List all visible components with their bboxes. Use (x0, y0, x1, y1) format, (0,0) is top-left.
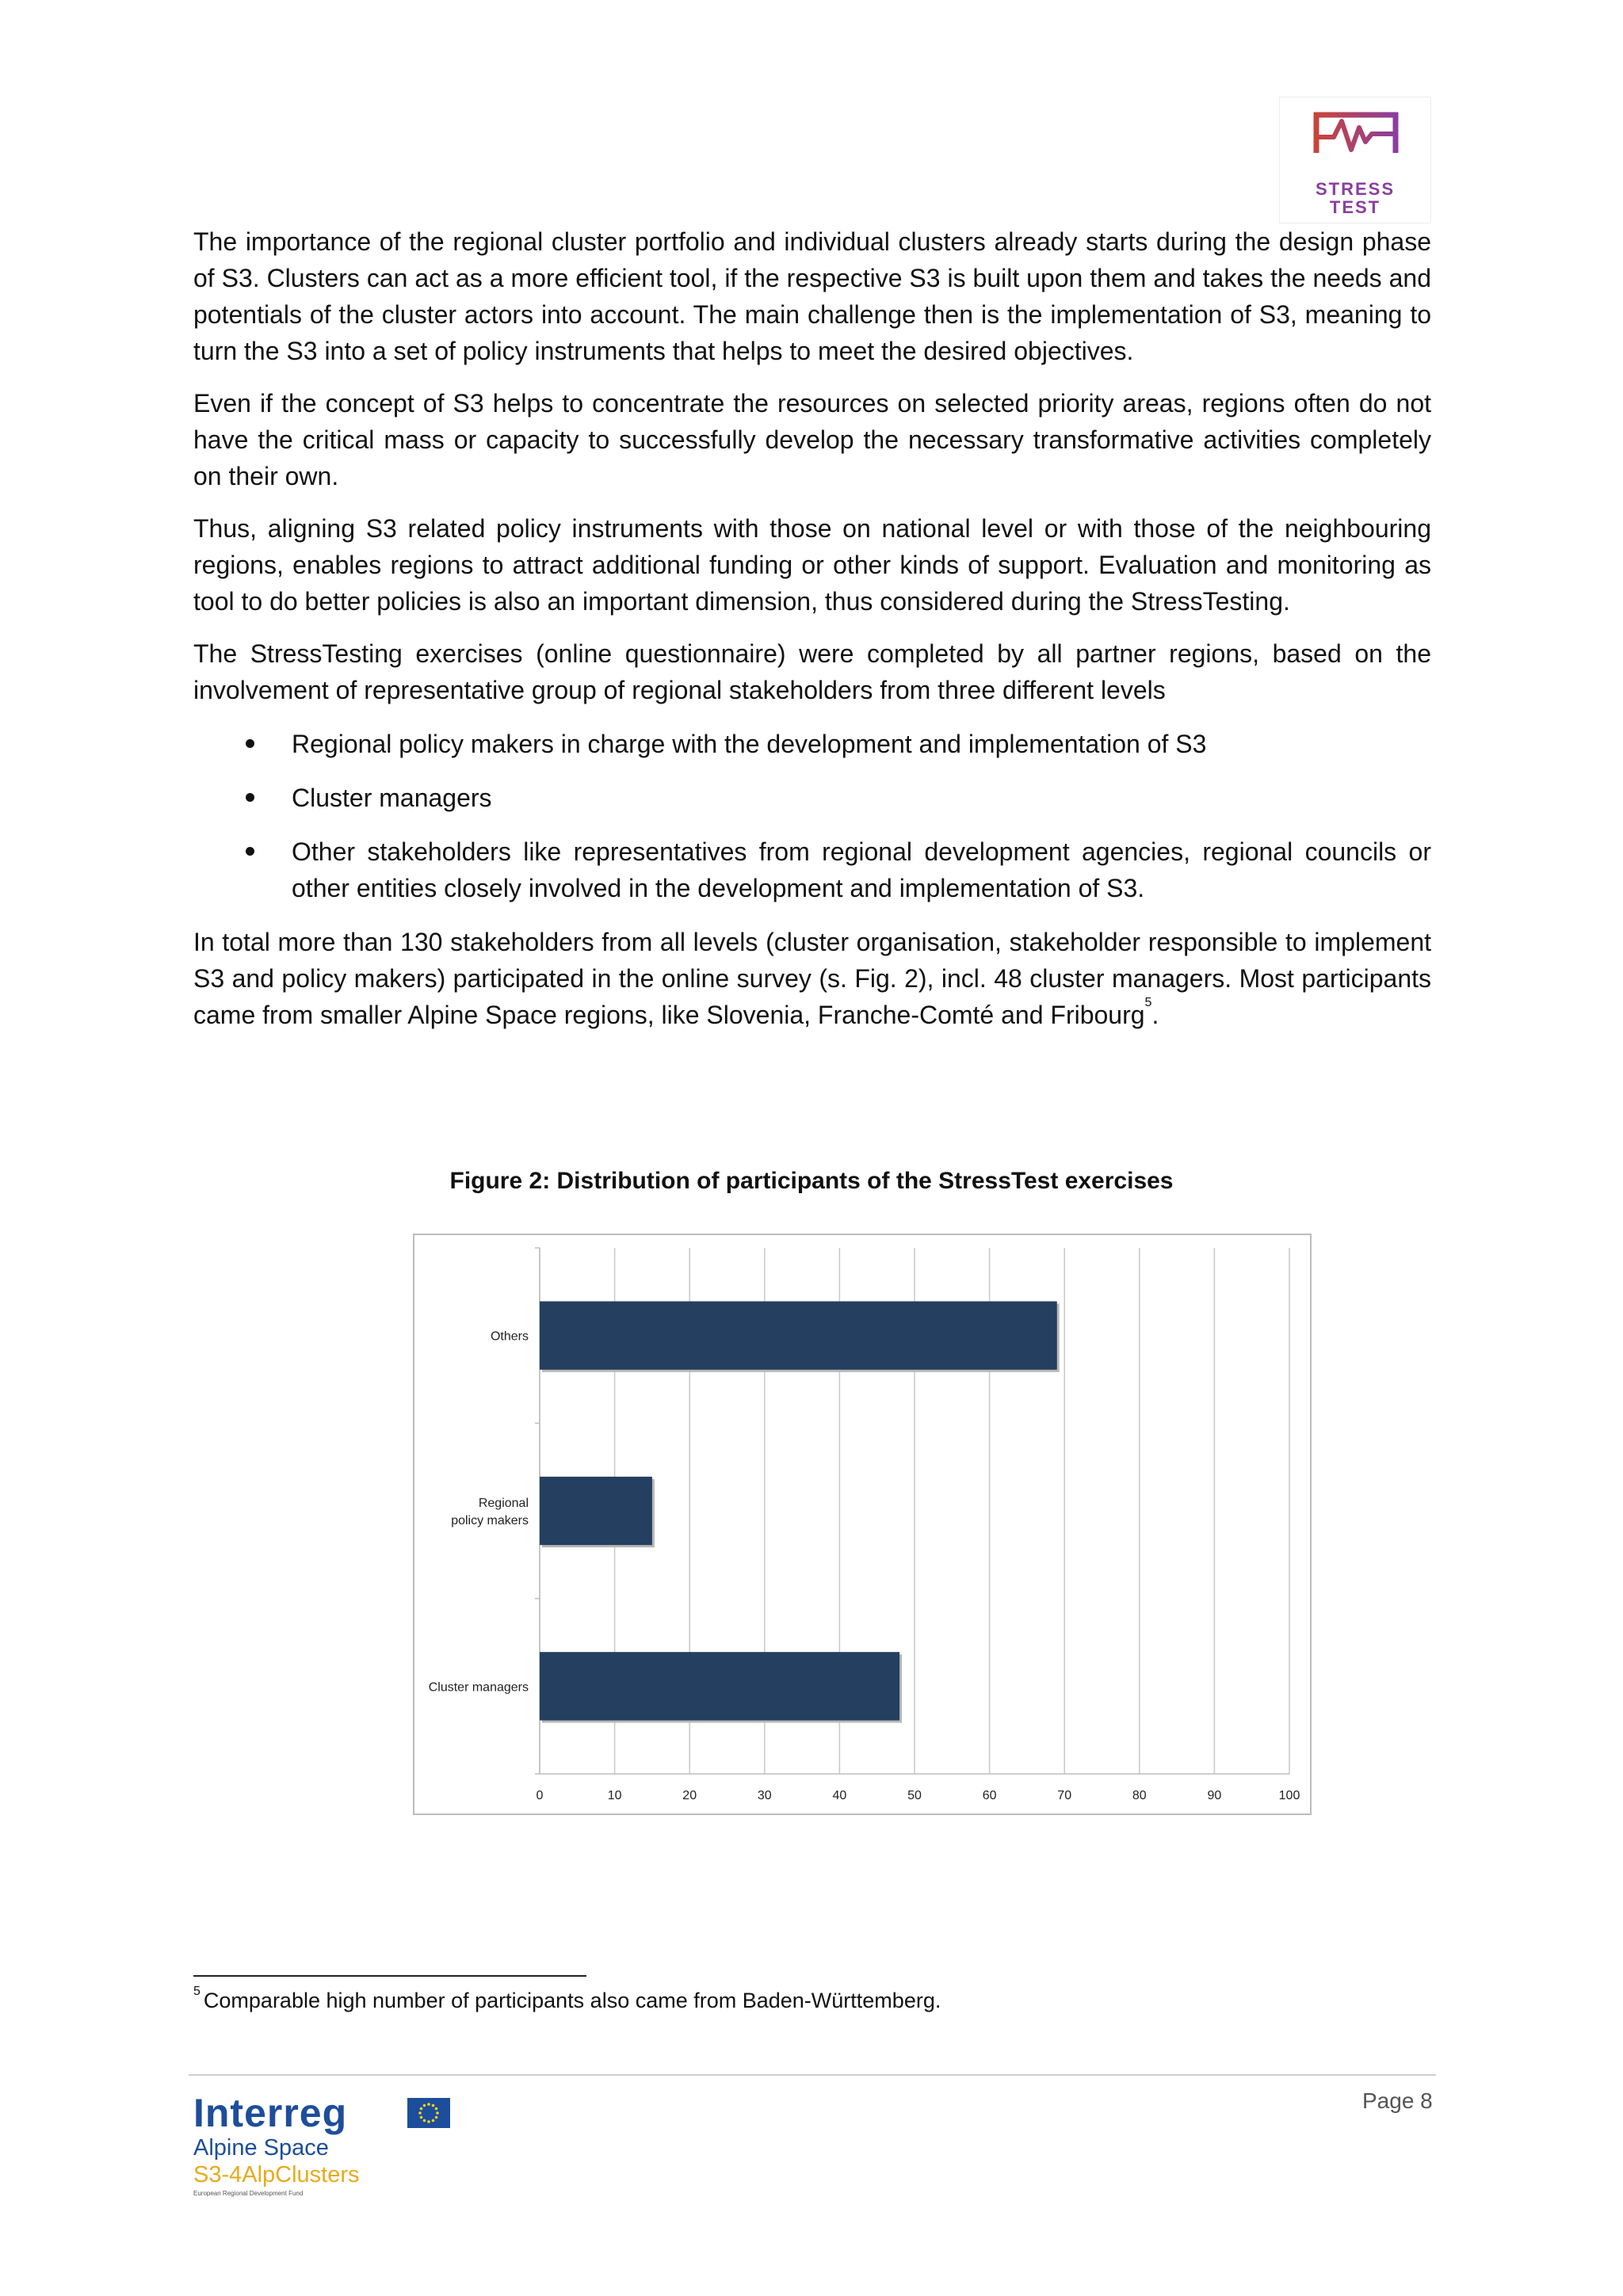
footnote-reference[interactable]: 5 (1144, 996, 1152, 1009)
footnote-rule (193, 1975, 586, 1977)
bullet-icon (246, 793, 254, 802)
x-tick-label: 90 (1207, 1789, 1222, 1802)
bullet-icon (246, 739, 254, 748)
paragraph: The StressTesting exercises (online questionnaire) were completed by all partner regions, based on the involvement of representative group of regional stakeholders from three different levels (193, 639, 1431, 704)
paragraph (193, 924, 1431, 1033)
interreg-logo (193, 2092, 360, 2199)
category-label: Cluster managers (428, 1680, 529, 1695)
category-label: policy makers (451, 1514, 529, 1527)
paragraph: The importance of the regional cluster portfolio and individual clusters already starts during the design phase of S3. Clusters can act as a more efficient tool, if the respective S3 is built upon them and takes the needs and potentials of the cluster actors into account. The main challenge then is the implementation of S3, meaning to turn the S3 into a set of policy instruments that helps to meet the desired objectives. (193, 227, 1431, 365)
x-tick-label: 100 (1278, 1789, 1300, 1802)
footer-rule (189, 2074, 1436, 2076)
list-item-text: Regional policy makers in charge with the development and implementation of S3 (292, 730, 1207, 758)
participants-bar-chart (413, 1234, 1312, 1815)
logo-text-test: TEST (1329, 197, 1381, 217)
category-label: Others (490, 1329, 529, 1344)
interreg-brand: Interreg (193, 2091, 348, 2135)
list-item-text: Other stakeholders like representatives from regional development agencies, regional councils or other entities closely involved in the development and implementation of S3. (292, 837, 1431, 902)
x-tick-label: 10 (607, 1789, 622, 1802)
bullet-icon (246, 847, 254, 856)
chart-svg (414, 1235, 1310, 1814)
stress-test-logo (1279, 97, 1431, 223)
document-body (193, 223, 1431, 1049)
footnote-text: Comparable high number of participants also came from Baden-Württemberg. (203, 1989, 941, 2012)
x-tick-label: 30 (757, 1789, 772, 1802)
x-tick-label: 20 (682, 1789, 697, 1802)
list-item (193, 780, 1431, 816)
bar (540, 1652, 899, 1720)
category-label: Regional (478, 1497, 529, 1510)
paragraph-end: . (1151, 1001, 1159, 1029)
stakeholder-level-list (193, 726, 1431, 906)
eu-flag-icon (407, 2098, 450, 2128)
paragraph: Even if the concept of S3 helps to concentrate the resources on selected priority areas, regions often do not have the critical mass or capacity to successfully develop the necessary transformative activities completely on their own. (193, 389, 1431, 490)
footnote-number: 5 (193, 1985, 200, 1998)
list-item-text: Cluster managers (292, 784, 492, 812)
x-tick-label: 70 (1057, 1789, 1072, 1802)
x-tick-label: 80 (1132, 1789, 1147, 1802)
paragraph-text: In total more than 130 stakeholders from all levels (cluster organisation, stakeholder responsible to implement S3 and policy makers) participated in the online survey (s. Fig. 2), incl. 48 cluster managers. Most participants came from smaller Alpine Space regions, like Slovenia, Franche-Comté and Fribourg (193, 928, 1431, 1029)
fund-name: European Regional Development Fund (193, 2190, 304, 2197)
page-number: Page 8 (1362, 2088, 1433, 2113)
logo-text-stress: STRESS (1315, 179, 1396, 199)
x-tick-label: 60 (982, 1789, 997, 1802)
bar (540, 1302, 1057, 1370)
programme-name: Alpine Space (193, 2135, 329, 2161)
bar (540, 1477, 652, 1545)
x-tick-label: 0 (536, 1789, 544, 1802)
list-item (193, 833, 1431, 906)
figure-caption: Figure 2: Distribution of participants of the StressTest exercises (449, 1168, 1174, 1194)
x-tick-label: 40 (832, 1789, 847, 1802)
footnote (193, 1987, 941, 2014)
x-tick-label: 50 (907, 1789, 922, 1802)
project-name: S3-4AlpClusters (193, 2162, 360, 2187)
paragraph: Thus, aligning S3 related policy instruments with those on national level or with those of the neighbouring regions, enables regions to attract additional funding or other kinds of support. Evaluation and monitoring as tool to do better policies is also an important dimension, thus considered during the StressTesting. (193, 514, 1431, 616)
stress-test-logo-icon (1313, 110, 1399, 158)
list-item (193, 726, 1431, 762)
